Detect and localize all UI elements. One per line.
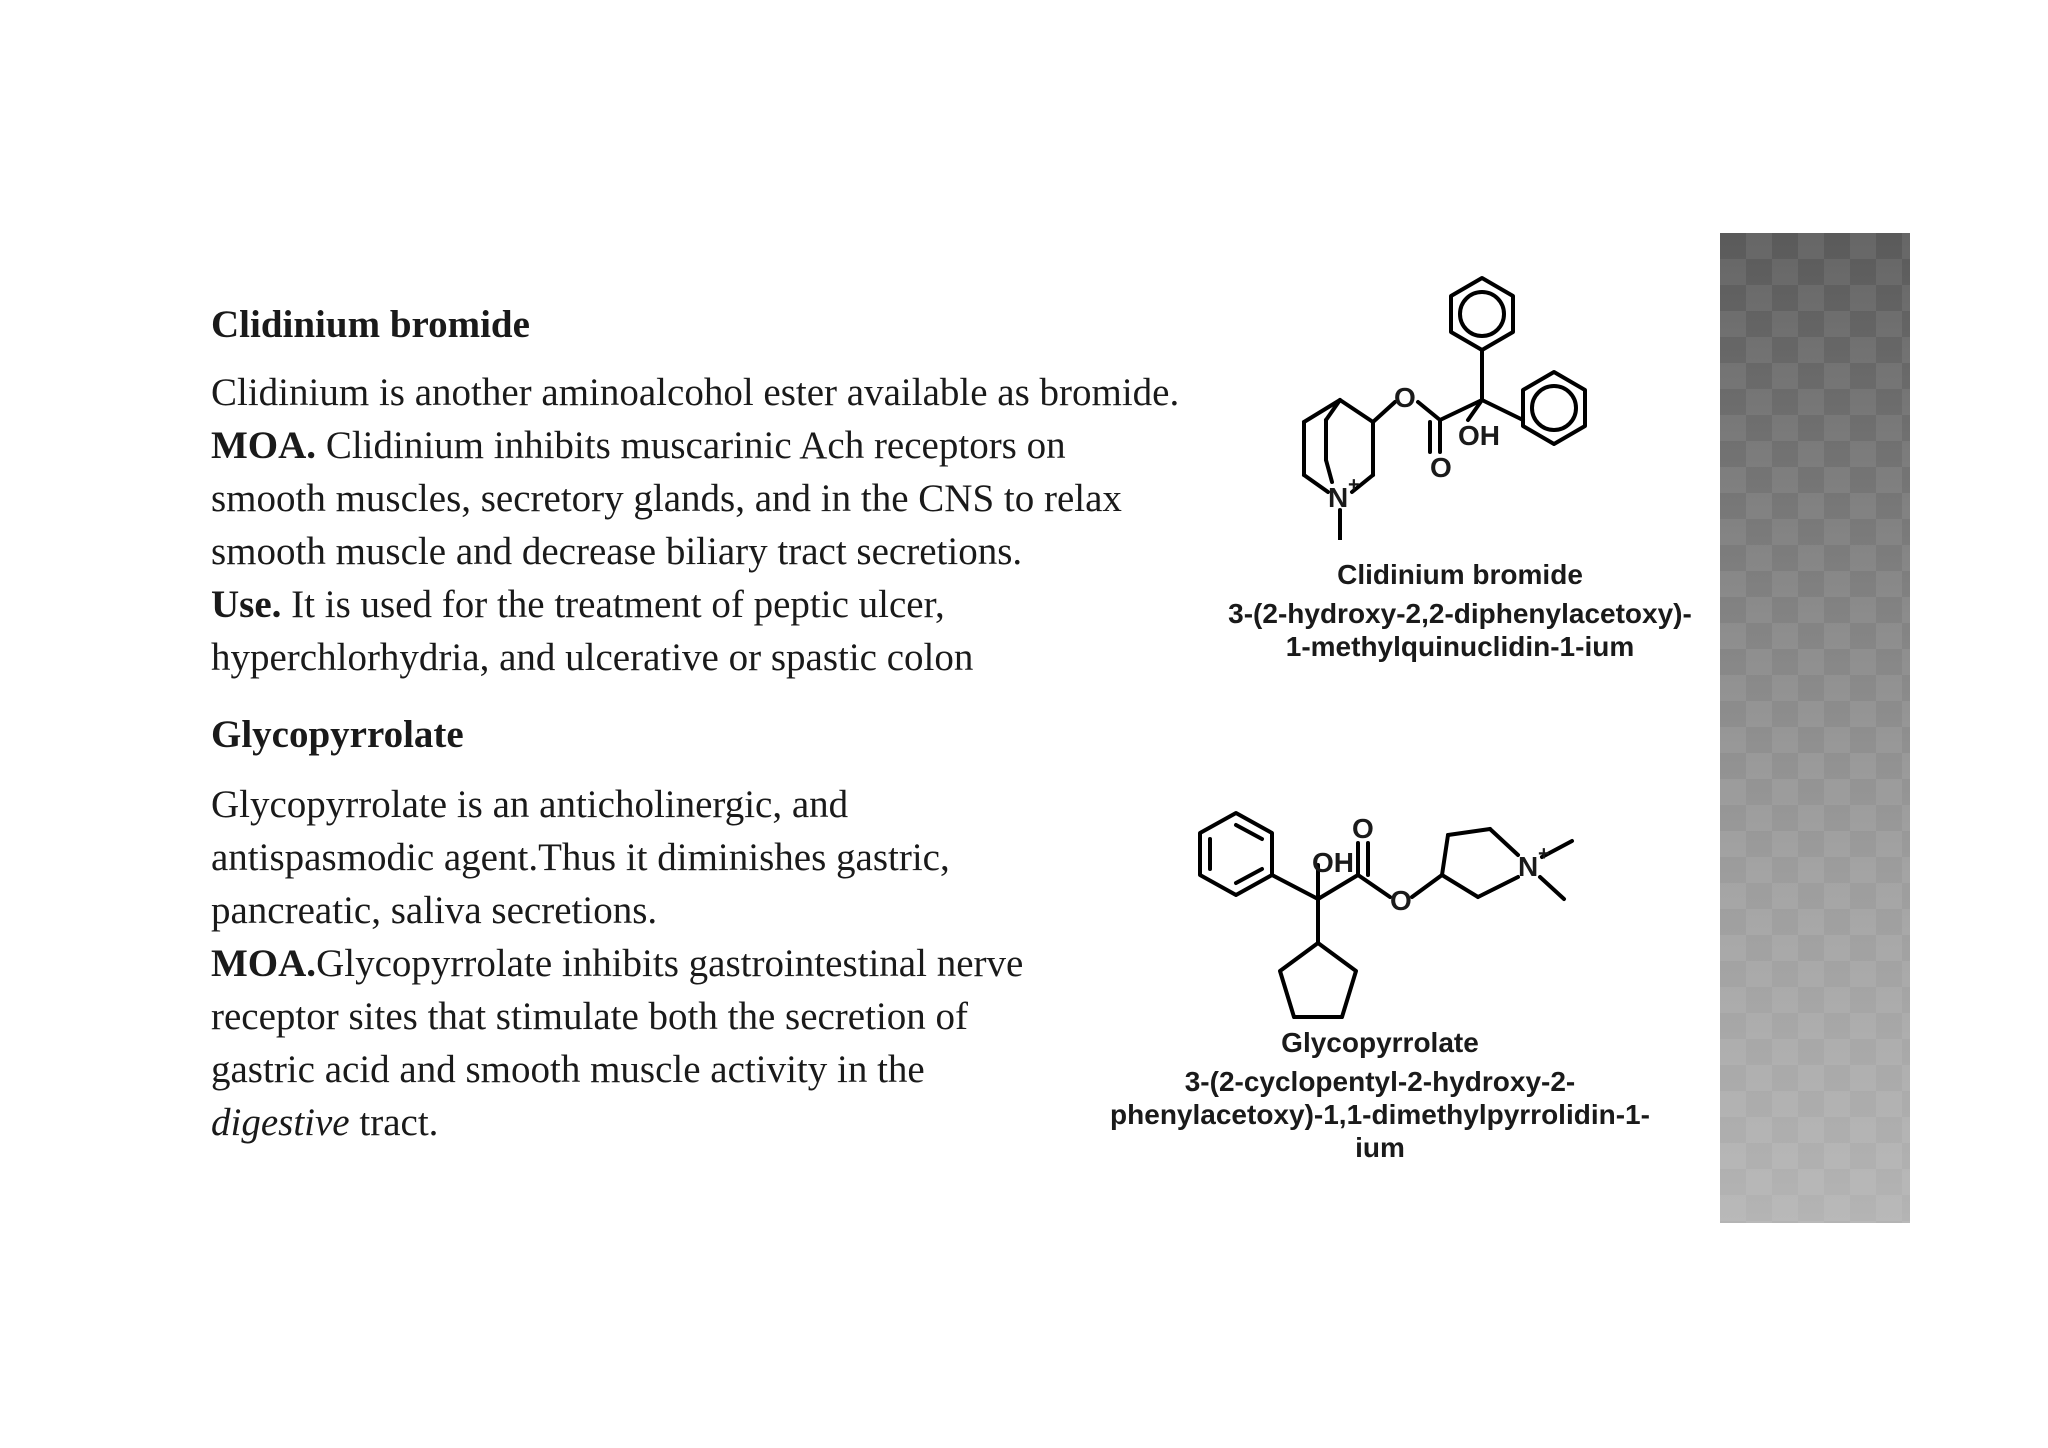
italic-digestive: digestive [211, 1101, 350, 1144]
glyco-caption-iupac-1: 3-(2-cyclopentyl-2-hydroxy-2- [1184, 1066, 1576, 1097]
glyco-line-5: receptor sites that stimulate both the secretion of [211, 995, 969, 1038]
glyco-line-2: antispasmodic agent.Thus it diminishes gastric, [211, 836, 950, 879]
clidinium-structure [1270, 270, 1610, 540]
clidinium-paragraph [211, 366, 1179, 684]
clidinium-caption [1190, 558, 1730, 663]
moa-label: MOA. [211, 424, 317, 467]
use-label: Use. [211, 583, 282, 626]
hydroxyl-label: OH [1458, 420, 1500, 451]
positive-charge-label: + [1348, 474, 1360, 496]
clidinium-heading: Clidinium bromide [211, 303, 530, 346]
hydroxyl-label: OH [1312, 847, 1354, 878]
glyco-line-7: digestive tract. [211, 1101, 439, 1144]
glycopyrrolate-caption [1060, 1026, 1700, 1164]
clidinium-caption-iupac-1: 3-(2-hydroxy-2,2-diphenylacetoxy)- [1228, 598, 1692, 629]
glyco-caption-name: Glycopyrrolate [1281, 1027, 1479, 1058]
clidinium-line-3: smooth muscles, secretory glands, and in the CNS to relax [211, 477, 1122, 520]
top-phenyl-inner [1460, 292, 1504, 336]
glycopyrrolate-paragraph [211, 778, 1023, 1149]
glyco-moa-line: MOA.Glycopyrrolate inhibits gastrointestinal nerve [211, 942, 1024, 985]
ester-oxygen-label: O [1390, 885, 1412, 916]
glyco-line-6: gastric acid and smooth muscle activity in the [211, 1048, 925, 1091]
clidinium-moa-line: MOA. Clidinium inhibits muscarinic Ach receptors on [211, 424, 1066, 467]
glyco-line-3: pancreatic, saliva secretions. [211, 889, 658, 932]
clidinium-line-6: hyperchlorhydria, and ulcerative or spastic colon [211, 636, 974, 679]
clidinium-caption-iupac-2: 1-methylquinuclidin-1-ium [1285, 631, 1635, 662]
clidinium-use-line: Use. It is used for the treatment of peptic ulcer, [211, 583, 945, 626]
glyco-caption-iupac-3: ium [1355, 1132, 1405, 1163]
nitrogen-label: N [1328, 482, 1349, 513]
glycopyrrolate-structure [1180, 805, 1600, 1035]
glyco-caption-iupac-2: phenylacetoxy)-1,1-dimethylpyrrolidin-1- [1110, 1099, 1650, 1130]
carbonyl-oxygen-label: O [1430, 452, 1452, 483]
glycopyrrolate-heading: Glycopyrrolate [211, 713, 464, 756]
cyclopentyl-ring [1280, 943, 1356, 1017]
moa-label: MOA. [211, 942, 317, 985]
carbonyl-oxygen-label: O [1352, 813, 1374, 844]
decorative-side-strip [1720, 233, 1910, 1223]
clidinium-line-4: smooth muscle and decrease biliary tract secretions. [211, 530, 1023, 573]
ester-oxygen-label: O [1394, 382, 1416, 413]
positive-charge-label: + [1538, 843, 1550, 865]
clidinium-caption-name: Clidinium bromide [1337, 559, 1583, 590]
glyco-line-1: Glycopyrrolate is an anticholinergic, and [211, 783, 849, 826]
nitrogen-label: N [1518, 851, 1539, 882]
right-phenyl-inner [1532, 386, 1576, 430]
clidinium-line-1: Clidinium is another aminoalcohol ester available as bromide. [211, 371, 1180, 414]
